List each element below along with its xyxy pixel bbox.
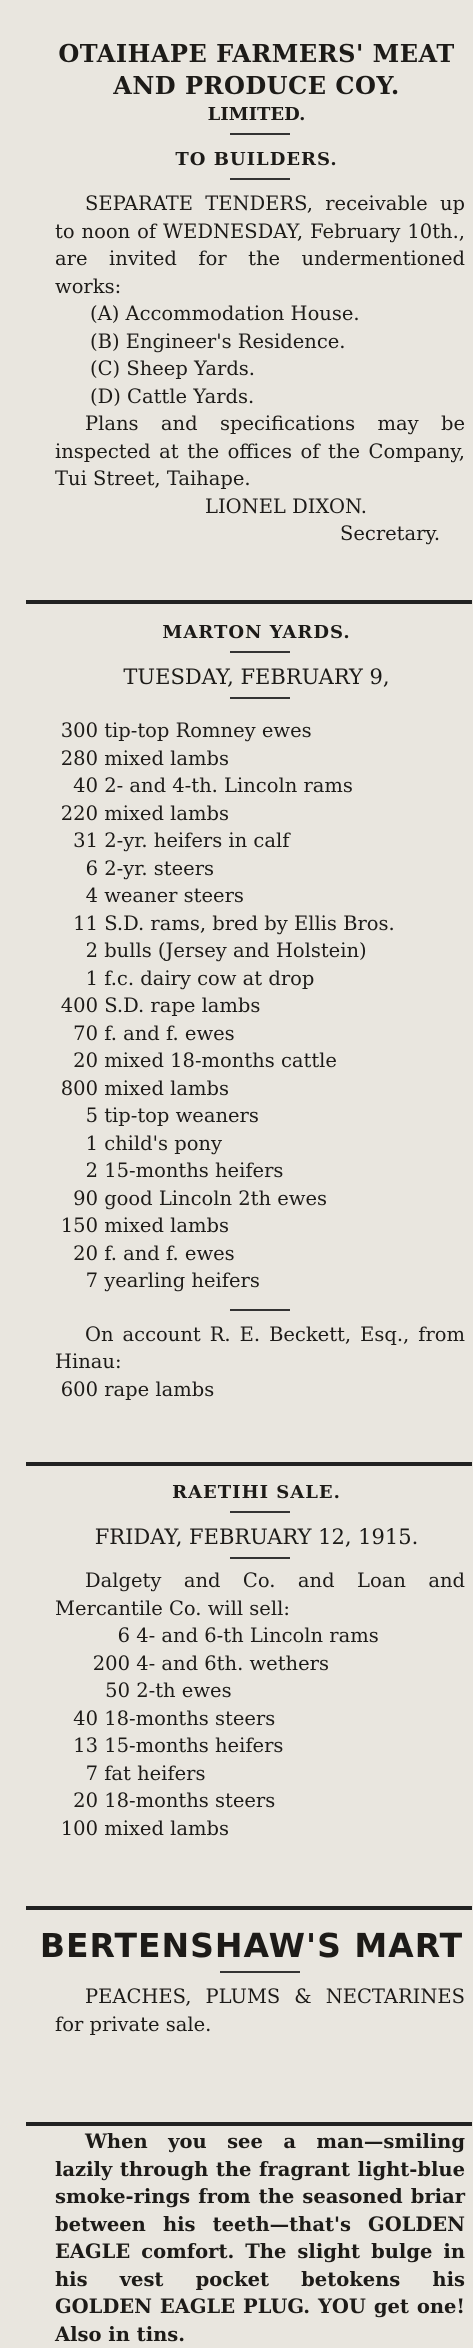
list-item <box>0 1212 473 1240</box>
lot-description: S.D. rams, bred by Ellis Bros. <box>104 911 395 935</box>
list-item <box>0 1732 473 1760</box>
lot-quantity: 5 <box>85 1104 98 1127</box>
lot-quantity: 150 <box>60 1214 98 1237</box>
divider <box>230 178 290 180</box>
mart-title: BERTENSHAW'S MART <box>39 1926 464 1965</box>
list-item <box>0 1185 473 1213</box>
list-item <box>0 1020 473 1048</box>
tender-heading: TO BUILDERS. <box>175 149 338 170</box>
list-item <box>0 855 473 883</box>
tender-body: SEPARATE TENDERS, receivable up to noon of WEDNESDAY, February 10th., are invited for the undermentioned works: <box>55 192 465 298</box>
list-item: (A) Accommodation House. <box>90 302 360 325</box>
golden-eagle-advertisement <box>0 2128 473 2348</box>
lot-list <box>0 717 473 1295</box>
lot-description: yearling heifers <box>104 1269 260 1292</box>
lot-description: f. and f. ewes <box>104 1021 235 1045</box>
divider <box>230 1309 290 1311</box>
lot-description: rape lambs <box>104 1377 215 1401</box>
list-item <box>0 882 473 910</box>
company-name-line2: AND PRODUCE COY. <box>113 71 400 100</box>
lot-description: mixed 18-months cattle <box>104 1049 337 1072</box>
list-item <box>0 1130 473 1158</box>
sale-heading: RAETIHI SALE. <box>172 1482 341 1503</box>
list-item <box>0 1787 473 1815</box>
column-rule <box>26 600 472 604</box>
divider <box>230 697 290 699</box>
list-item <box>0 772 473 800</box>
lot-description: mixed lambs <box>104 746 229 770</box>
lot-description: bulls (Jersey and Holstein) <box>104 939 367 962</box>
list-item <box>0 1157 473 1185</box>
lot-quantity: 280 <box>60 746 98 770</box>
lot-description: 15-months heifers <box>104 1734 284 1757</box>
lot-quantity: 40 <box>73 1706 98 1730</box>
lot-quantity: 800 <box>60 1076 98 1100</box>
column-rule <box>26 1462 472 1466</box>
list-item <box>0 1047 473 1075</box>
lot-description: 15-months heifers <box>104 1159 284 1182</box>
list-item: (D) Cattle Yards. <box>90 384 255 408</box>
list-item <box>0 717 473 745</box>
lot-quantity: 40 <box>73 774 98 797</box>
sale-date: FRIDAY, FEBRUARY 12, 1915. <box>94 1525 419 1549</box>
lot-quantity: 100 <box>60 1816 98 1840</box>
lot-description: tip-top Romney ewes <box>104 719 312 742</box>
lot-quantity: 13 <box>73 1734 98 1757</box>
lot-description: 4- and 6-th Lincoln rams <box>136 1624 379 1647</box>
tender-advertisement <box>0 38 473 548</box>
lot-description: 2-th ewes <box>136 1679 232 1702</box>
lot-quantity: 4 <box>85 884 98 907</box>
company-name-line1: OTAIHAPE FARMERS' MEAT <box>58 39 455 68</box>
list-item <box>0 992 473 1020</box>
lot-quantity: 90 <box>73 1186 98 1210</box>
list-item <box>0 827 473 855</box>
lot-description: 18-months steers <box>104 1706 276 1730</box>
list-item <box>0 1650 473 1678</box>
list-item <box>0 800 473 828</box>
lot-quantity: 400 <box>60 994 98 1017</box>
list-item <box>0 1815 473 1843</box>
divider <box>220 1971 300 1973</box>
golden-eagle-body: When you see a man—smiling lazily through the fragrant light-blue smoke-rings from the seasoned briar between his teeth—that's GOLDEN EAGLE comfort. The slight bulge in his vest pocket betokens his GOLDEN EAGLE PLUG. YOU get one! Also in tins. <box>55 2130 465 2346</box>
lot-quantity: 6 <box>85 856 98 880</box>
lot-quantity: 20 <box>73 1789 98 1812</box>
account-text: On account R. E. Beckett, Esq., from Hinau: <box>55 1322 465 1373</box>
lot-quantity: 11 <box>73 911 98 935</box>
lot-quantity: 1 <box>85 1131 98 1155</box>
lot-quantity: 70 <box>73 1021 98 1045</box>
list-item <box>0 965 473 993</box>
lot-description: mixed lambs <box>104 1816 229 1840</box>
lot-quantity: 31 <box>73 829 98 852</box>
plans-text: Plans and specifications may be inspected at the offices of the Company, Tui Street, Taihape. <box>55 412 465 490</box>
lot-quantity: 7 <box>85 1269 98 1292</box>
lot-description: 2- and 4-th. Lincoln rams <box>104 774 353 797</box>
lot-description: mixed lambs <box>104 801 229 825</box>
list-item: (B) Engineer's Residence. <box>90 329 346 353</box>
lot-description: mixed lambs <box>104 1214 229 1237</box>
lot-description: S.D. rape lambs <box>104 994 261 1017</box>
lot-quantity: 2 <box>85 939 98 962</box>
marton-yards-advertisement <box>0 622 473 1403</box>
lot-description: 18-months steers <box>104 1789 276 1812</box>
lot-description: child's pony <box>104 1131 223 1155</box>
lot-quantity: 6 <box>117 1624 130 1647</box>
lot-quantity: 200 <box>92 1651 130 1675</box>
divider <box>230 1511 290 1513</box>
works-list <box>90 300 473 410</box>
list-item <box>0 1075 473 1103</box>
lot-description: 2-yr. steers <box>104 856 215 880</box>
divider <box>230 1557 290 1559</box>
lot-quantity: 50 <box>105 1679 130 1702</box>
divider <box>230 651 290 653</box>
signature-name: LIONEL DIXON. <box>205 494 367 518</box>
list-item: (C) Sheep Yards. <box>90 357 256 380</box>
list-item <box>0 937 473 965</box>
list-item <box>0 1622 473 1650</box>
lot-quantity: 20 <box>73 1049 98 1072</box>
divider <box>230 133 290 135</box>
list-item <box>0 1102 473 1130</box>
list-item <box>0 1376 473 1404</box>
lot-description: mixed lambs <box>104 1076 229 1100</box>
bertenshaw-advertisement <box>0 1926 473 2038</box>
lot-quantity: 300 <box>60 719 98 742</box>
column-rule <box>26 1906 472 1910</box>
lot-description: f. and f. ewes <box>104 1241 235 1265</box>
list-item <box>0 1705 473 1733</box>
column-rule <box>26 2122 472 2126</box>
sale-body: Dalgety and Co. and Loan and Mercantile Co. will sell: <box>55 1569 465 1620</box>
list-item <box>0 1240 473 1268</box>
lot-quantity: 20 <box>73 1241 98 1265</box>
lot-description: tip-top weaners <box>104 1104 259 1127</box>
lot-description: fat heifers <box>104 1761 206 1785</box>
lot-description: 4- and 6th. wethers <box>136 1651 329 1675</box>
lot-quantity: 2 <box>85 1159 98 1182</box>
lot-quantity: 1 <box>85 966 98 990</box>
lot-quantity: 220 <box>60 801 98 825</box>
raetihi-sale-advertisement <box>0 1482 473 1842</box>
lot-list <box>0 1622 473 1842</box>
lot-quantity: 600 <box>60 1377 98 1401</box>
company-suffix: LIMITED. <box>207 104 306 125</box>
lot-description: 2-yr. heifers in calf <box>104 829 290 852</box>
signature-title: Secretary. <box>340 522 441 545</box>
sale-date: TUESDAY, FEBRUARY 9, <box>123 665 390 689</box>
list-item <box>0 745 473 773</box>
lot-description: weaner steers <box>104 884 244 907</box>
mart-body: PEACHES, PLUMS & NECTARINES for private sale. <box>55 1985 465 2036</box>
list-item <box>0 910 473 938</box>
list-item <box>0 1267 473 1295</box>
list-item <box>0 1677 473 1705</box>
lot-description: good Lincoln 2th ewes <box>104 1186 328 1210</box>
list-item <box>0 1760 473 1788</box>
sale-heading: MARTON YARDS. <box>162 622 351 643</box>
lot-quantity: 7 <box>85 1761 98 1785</box>
lot-description: f.c. dairy cow at drop <box>104 966 315 990</box>
